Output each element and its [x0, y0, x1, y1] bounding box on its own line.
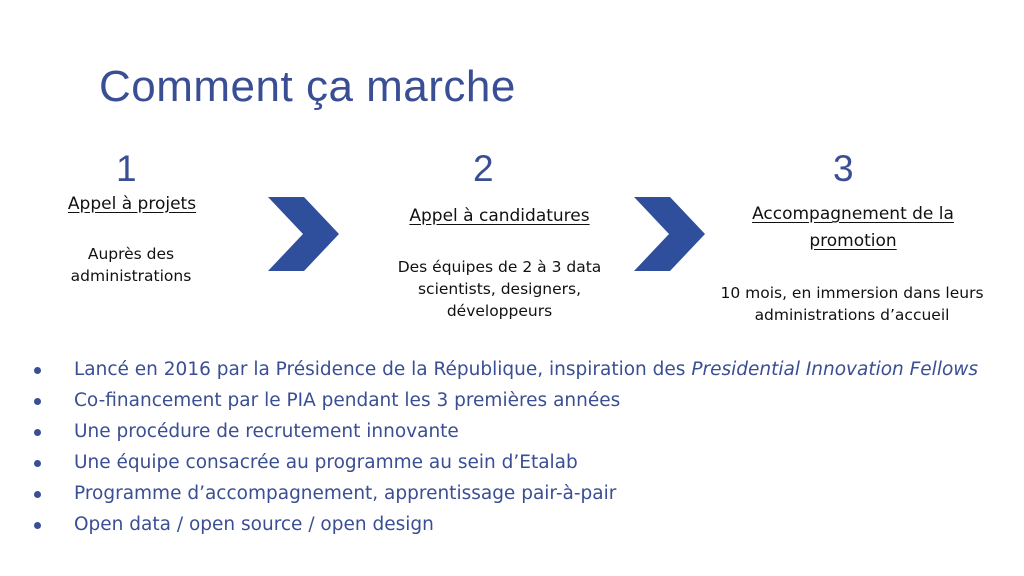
- step-3-title: Accompagnement de la promotion: [752, 204, 954, 251]
- bullet-item: [34, 478, 994, 509]
- step-1-number: 1: [116, 148, 137, 189]
- slide-title: Comment ça marche: [99, 62, 516, 111]
- bullet-item: [34, 509, 994, 540]
- bullet-list: [34, 354, 994, 540]
- bullet-text: Une procédure de recrutement innovante: [74, 421, 459, 442]
- bullet-item: [34, 385, 994, 416]
- bullet-text: Lancé en 2016 par la Présidence de la République, inspiration des: [74, 359, 692, 380]
- step-2-number: 2: [473, 148, 494, 189]
- step-3-number: 3: [833, 148, 854, 189]
- step-2-title: Appel à candidatures: [409, 206, 590, 226]
- chevron-right-icon: [634, 197, 706, 271]
- bullet-item: [34, 447, 994, 478]
- bullet-dot-icon: [34, 367, 41, 374]
- step-1-title: Appel à projets: [67, 194, 197, 214]
- chevron-right-icon: [268, 197, 340, 271]
- bullet-dot-icon: [34, 522, 41, 529]
- bullet-text: Programme d’accompagnement, apprentissage pair-à-pair: [74, 483, 617, 504]
- bullet-dot-icon: [34, 491, 41, 498]
- bullet-text: Open data / open source / open design: [74, 514, 434, 535]
- step-2-description: Des équipes de 2 à 3 data scientists, designers, développeurs: [397, 258, 602, 320]
- bullet-text: Une équipe consacrée au programme au sein d’Etalab: [74, 452, 578, 473]
- step-3-description: 10 mois, en immersion dans leurs administrations d’accueil: [720, 284, 984, 324]
- bullet-emphasis: Presidential Innovation Fellows: [691, 359, 979, 380]
- bullet-item: [34, 416, 994, 447]
- bullet-text: Co-financement par le PIA pendant les 3 premières années: [74, 390, 621, 411]
- step-1-description: Auprès des administrations: [70, 245, 192, 285]
- bullet-dot-icon: [34, 460, 41, 467]
- bullet-item: [34, 354, 994, 385]
- bullet-dot-icon: [34, 398, 41, 405]
- bullet-dot-icon: [34, 429, 41, 436]
